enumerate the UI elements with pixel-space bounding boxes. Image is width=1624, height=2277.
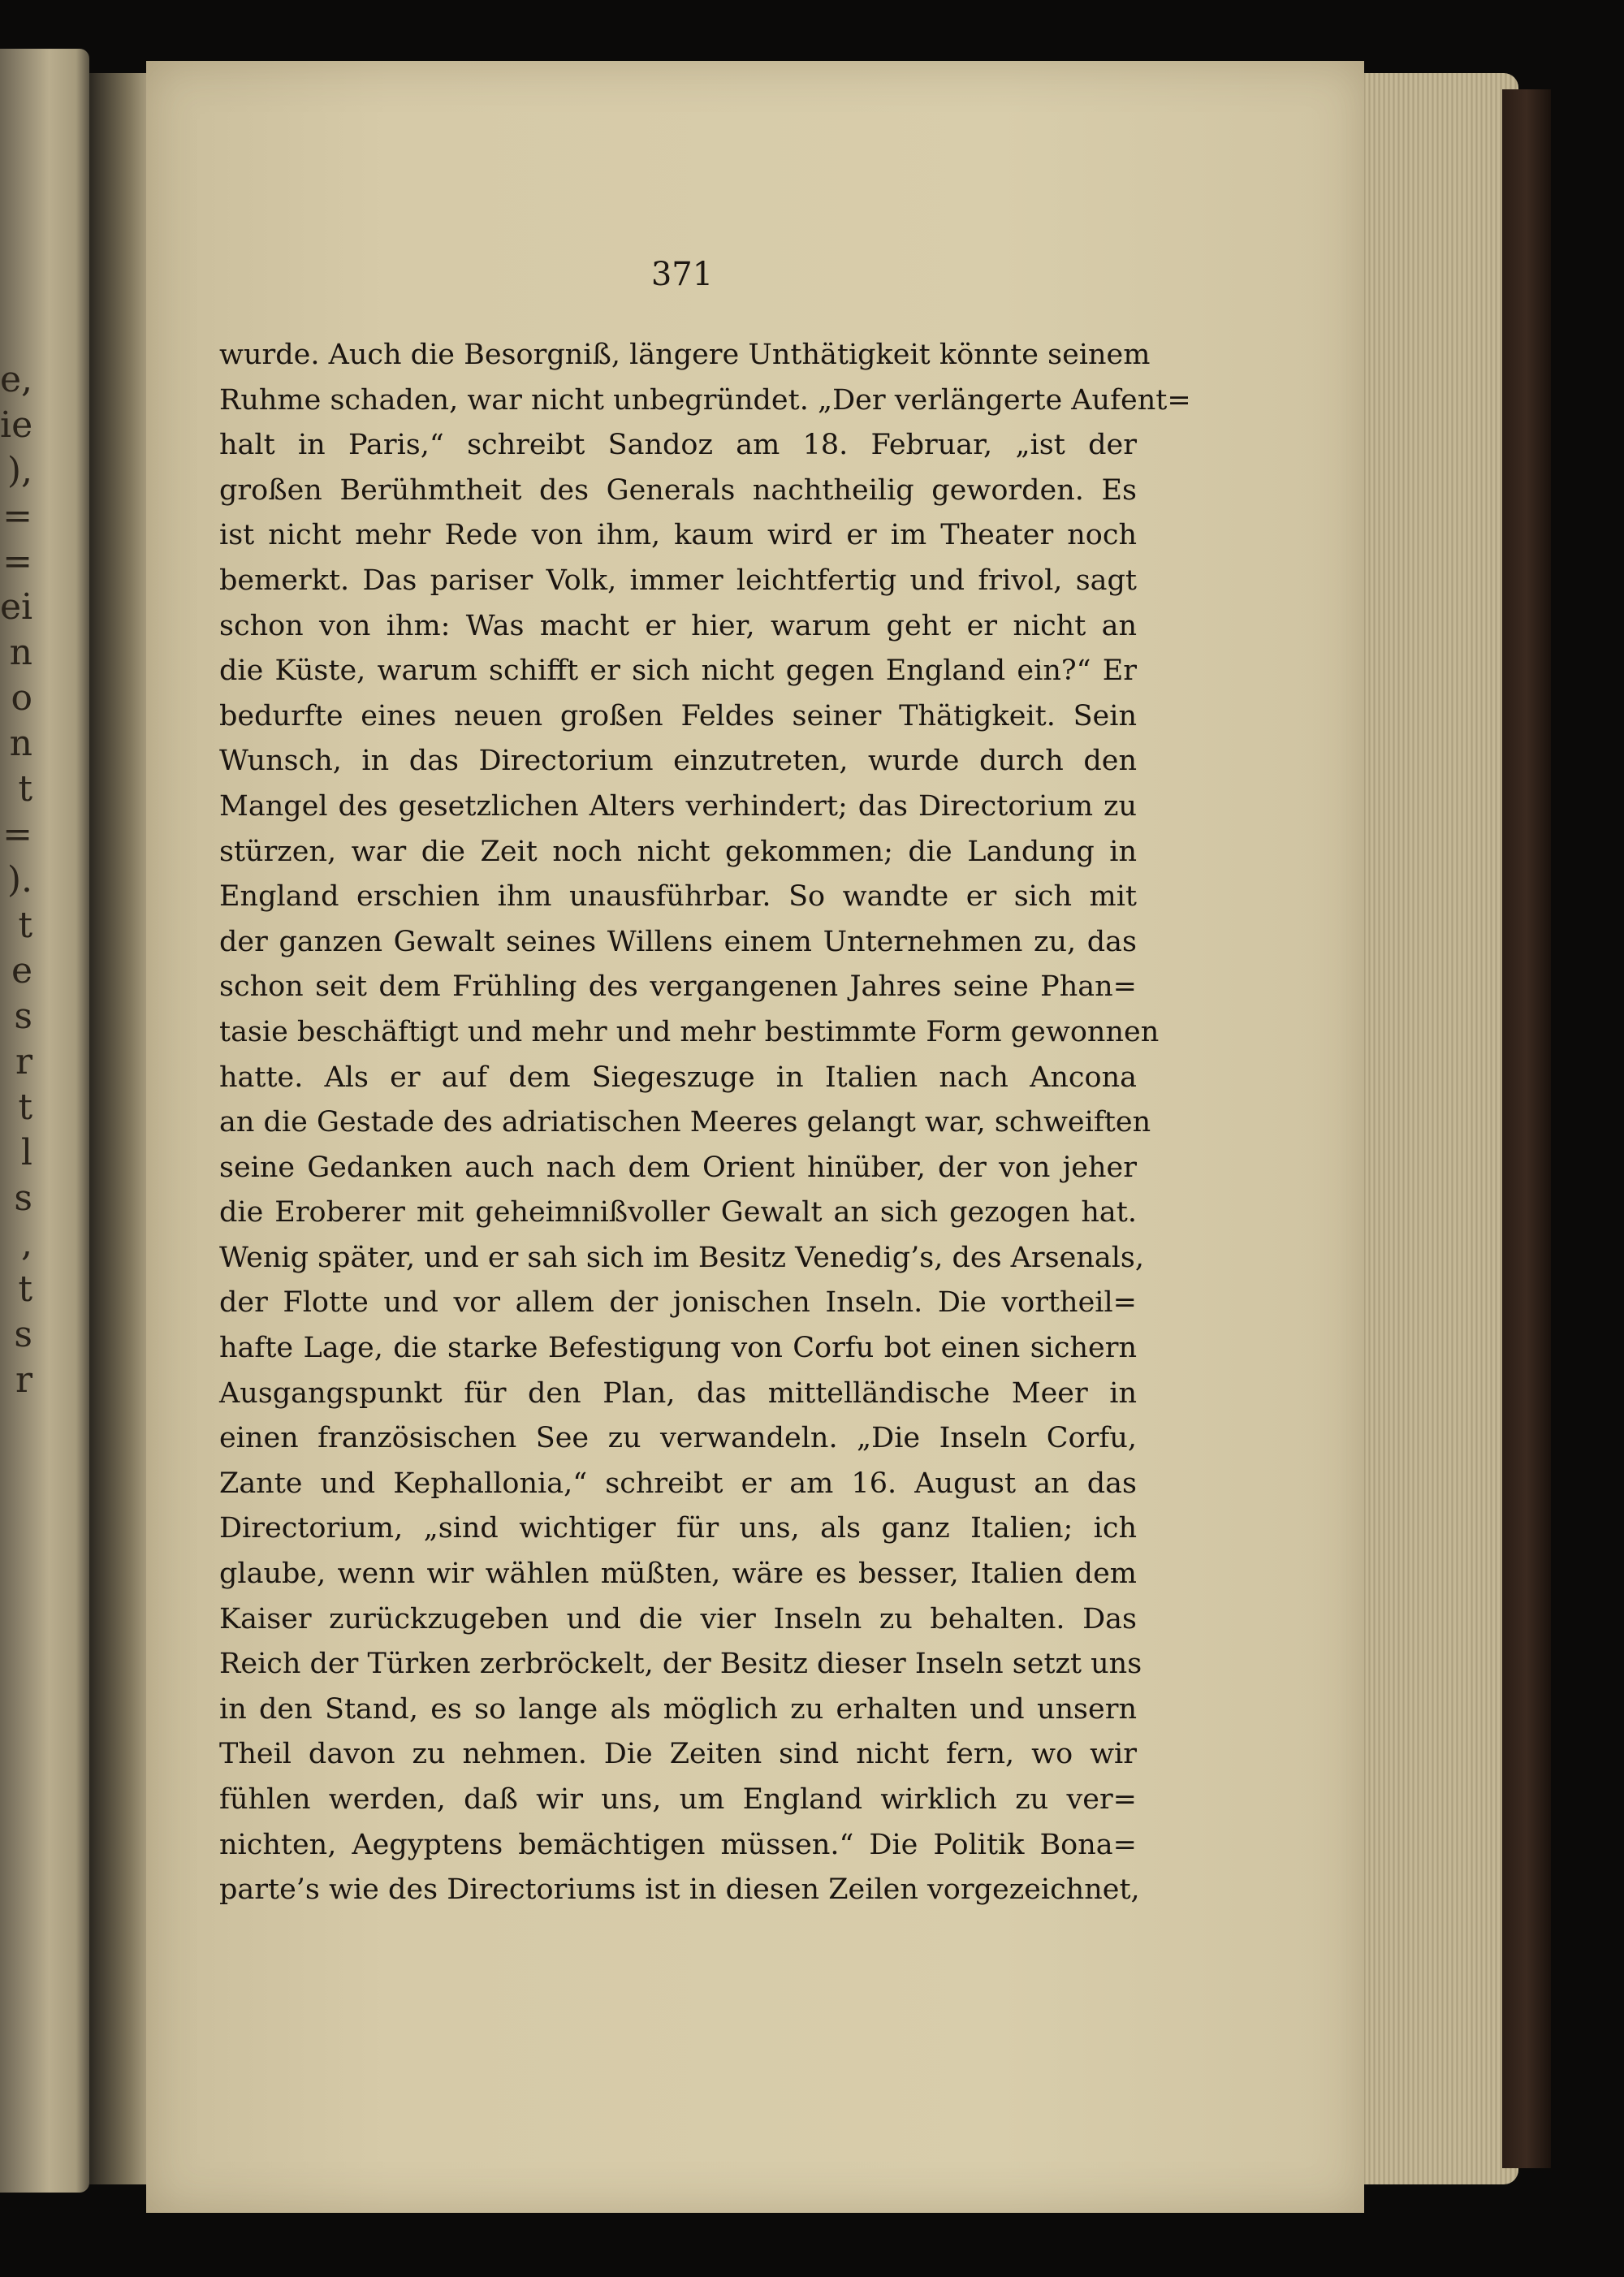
text-line: Theil davon zu nehmen. Die Zeiten sind nicht fern, wo wir <box>219 1738 1137 1771</box>
book-cover <box>1502 89 1551 2168</box>
text-line: Kaiser zurückzugeben und die vier Inseln zu behalten. Das <box>219 1602 1137 1635</box>
text-line: Ruhme schaden, war nicht unbegründet. „Der verlängerte Aufent= <box>219 383 1191 417</box>
page-block-edges <box>1356 73 1518 2184</box>
text-line: fühlen werden, daß wir uns, um England wirklich zu ver= <box>219 1783 1137 1816</box>
left-page <box>0 49 89 2193</box>
left-edge-fragment: = <box>2 814 32 855</box>
text-line: Ausgangspunkt für den Plan, das mittelländische Meer in <box>219 1376 1137 1410</box>
left-edge-fragment: ie <box>0 404 33 446</box>
text-line: stürzen, war die Zeit noch nicht gekommen; die Landung in <box>219 835 1137 868</box>
left-edge-fragment: ), <box>6 450 32 491</box>
page-number: 371 <box>650 256 714 293</box>
left-edge-fragment: t <box>18 1268 32 1310</box>
left-edge-fragment: ). <box>6 859 32 901</box>
text-line: der Flotte und vor allem der jonischen Inseln. Die vortheil= <box>219 1286 1137 1320</box>
text-line: Wenig später, und er sah sich im Besitz Venedig’s, des Arsenals, <box>219 1241 1145 1274</box>
text-line: nichten, Aegyptens bemächtigen müssen.“ Die Politik Bona= <box>219 1828 1137 1861</box>
text-line: an die Gestade des adriatischen Meeres gelangt war, schweiften <box>219 1106 1151 1139</box>
text-line: ist nicht mehr Rede von ihm, kaum wird er im Theater noch <box>219 519 1137 552</box>
left-edge-fragment: = <box>2 541 32 582</box>
text-line: tasie beschäftigt und mehr und mehr bestimmte Form gewonnen <box>219 1015 1160 1048</box>
text-line: Zante und Kephallonia,“ schreibt er am 16. August an das <box>219 1467 1137 1500</box>
text-line: in den Stand, es so lange als möglich zu erhalten und unsern <box>219 1692 1137 1726</box>
left-edge-fragment: , <box>21 1223 32 1264</box>
text-line: Directorium, „sind wichtiger für uns, als ganz Italien; ich <box>219 1512 1137 1545</box>
left-edge-fragment: t <box>18 768 32 810</box>
text-line: der ganzen Gewalt seines Willens einem Unternehmen zu, das <box>219 925 1137 958</box>
left-edge-fragment: ei <box>0 586 33 628</box>
left-edge-fragment: t <box>18 905 32 946</box>
text-line: glaube, wenn wir wählen müßten, wäre es besser, Italien dem <box>219 1558 1137 1591</box>
text-line: hafte Lage, die starke Befestigung von Corfu bot einen sichern <box>219 1332 1137 1365</box>
text-line: schon seit dem Frühling des vergangenen Jahres seine Phan= <box>219 970 1137 1004</box>
left-edge-fragment: s <box>14 1314 32 1355</box>
left-edge-fragment: n <box>9 723 32 764</box>
left-edge-fragment: r <box>15 1041 32 1082</box>
text-line: Wunsch, in das Directorium einzutreten, wurde durch den <box>219 745 1137 778</box>
book-gutter <box>89 73 154 2184</box>
text-line: parte’s wie des Directoriums ist in diesen Zeilen vorgezeichnet, <box>219 1873 1140 1907</box>
text-line: hatte. Als er auf dem Siegeszuge in Italien nach Ancona <box>219 1061 1137 1094</box>
left-edge-fragment: r <box>15 1359 32 1401</box>
left-page-edge-text <box>0 357 32 1403</box>
left-edge-fragment: = <box>2 495 32 537</box>
text-line: Reich der Türken zerbröckelt, der Besitz dieser Inseln setzt uns <box>219 1648 1142 1681</box>
text-line: die Küste, warum schifft er sich nicht gegen England ein?“ Er <box>219 655 1137 688</box>
text-line: schon von ihm: Was macht er hier, warum geht er nicht an <box>219 609 1137 642</box>
body-text <box>219 333 1191 1913</box>
left-edge-fragment: s <box>14 996 32 1037</box>
left-edge-fragment: s <box>14 1177 32 1219</box>
text-line: England erschien ihm unausführbar. So wandte er sich mit <box>219 880 1137 914</box>
left-edge-fragment: t <box>18 1087 32 1128</box>
text-line: einen französischen See zu verwandeln. „Die Inseln Corfu, <box>219 1422 1137 1455</box>
text-line: bemerkt. Das pariser Volk, immer leichtfertig und frivol, sagt <box>219 564 1137 597</box>
text-line: seine Gedanken auch nach dem Orient hinüber, der von jeher <box>219 1151 1137 1184</box>
text-line: Mangel des gesetzlichen Alters verhindert; das Directorium zu <box>219 789 1137 823</box>
text-line: die Eroberer mit geheimnißvoller Gewalt an sich gezogen hat. <box>219 1196 1137 1229</box>
left-edge-fragment: o <box>11 677 32 719</box>
text-line: wurde. Auch die Besorgniß, längere Unthätigkeit könnte seinem <box>219 339 1151 371</box>
text-line: halt in Paris,“ schreibt Sandoz am 18. Februar, „ist der <box>219 429 1137 462</box>
text-line: großen Berühmtheit des Generals nachtheilig geworden. Es <box>219 473 1137 507</box>
left-edge-fragment: l <box>20 1132 32 1173</box>
left-edge-fragment: e, <box>0 359 33 400</box>
left-edge-fragment: e <box>11 950 32 992</box>
text-line: bedurfte eines neuen großen Feldes seiner Thätigkeit. Sein <box>219 699 1137 732</box>
left-edge-fragment: n <box>9 632 32 673</box>
